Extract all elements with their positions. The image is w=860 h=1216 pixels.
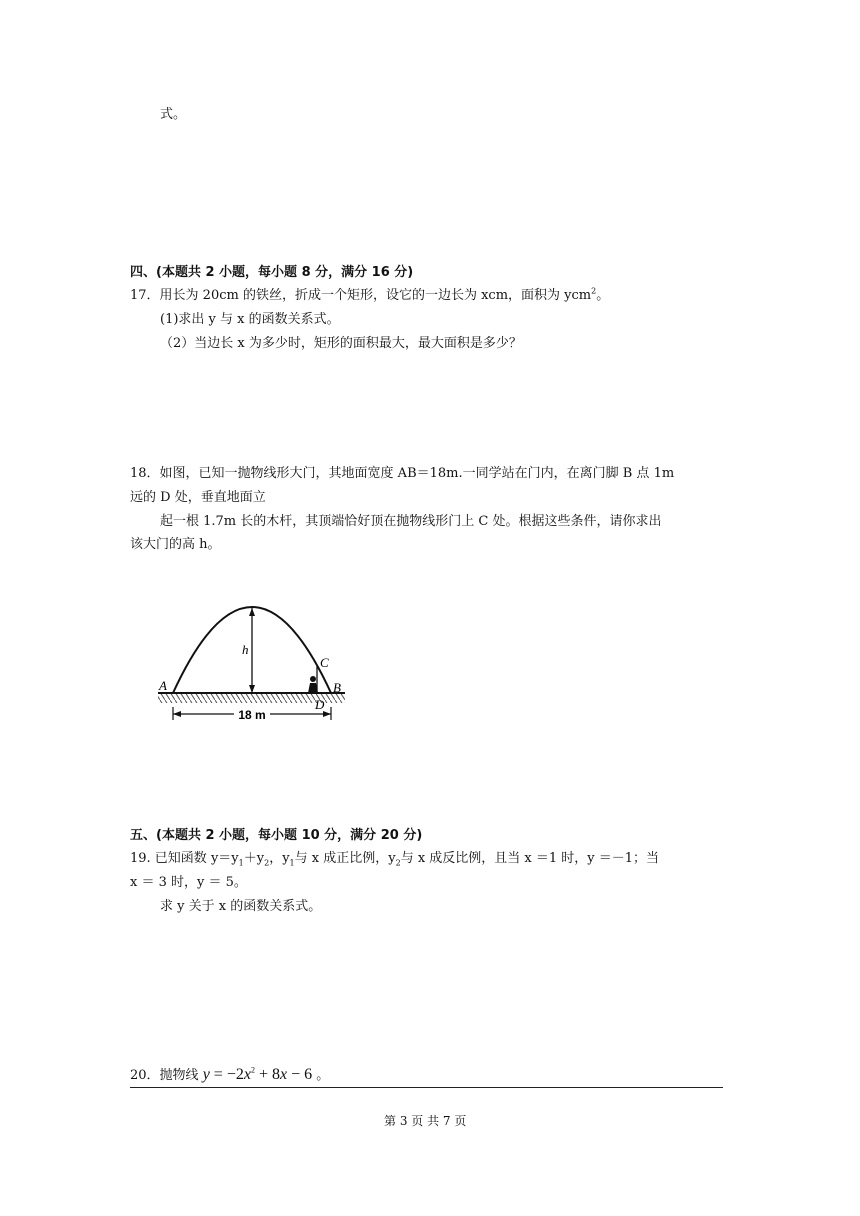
parabolic-gate-figure (150, 596, 350, 736)
question-20 (130, 1066, 329, 1085)
label-d: D (315, 697, 325, 712)
q19-text-4: 与 x 成正比例，y (294, 851, 396, 866)
question-19-line-3: 求 y 关于 x 的函数关系式。 (160, 899, 322, 914)
section-4-heading: 四、(本题共 2 小题，每小题 8 分，满分 16 分) (130, 265, 414, 280)
question-18-line-4: 该大门的高 h。 (130, 537, 221, 552)
q19-text-3: ，y (269, 851, 290, 866)
question-18-line-1: 18．如图，已知一抛物线形大门，其地面宽度 AB＝18m.一同学站在门内，在离门脚 B 点 1m (130, 466, 675, 481)
span-arrow-left (173, 711, 181, 717)
span-label: 18 m (238, 708, 266, 722)
footer-rule (130, 1087, 723, 1088)
question-18-line-2: 远的 D 处，垂直地面立 (130, 490, 266, 505)
eq-x-2: x (279, 1066, 288, 1083)
eq-part-b: = −2 (209, 1066, 244, 1083)
section-5-heading: 五、(本题共 2 小题，每小题 10 分，满分 20 分) (130, 828, 423, 843)
q19-text-1: 19. 已知函数 y＝y (130, 851, 239, 866)
q17-stem-text: 17．用长为 20cm 的铁丝，折成一个矩形，设它的一边长为 xcm，面积为 ycm (130, 288, 592, 303)
question-17-part-2: （2）当边长 x 为多少时，矩形的面积最大，最大面积是多少？ (160, 336, 522, 351)
label-h: h (242, 642, 249, 657)
page-footer: 第 3 页 共 7 页 (384, 1114, 467, 1128)
question-18-line-3: 起一根 1.7m 长的木杆，其顶端恰好顶在抛物线形门上 C 处。根据这些条件，请你求出 (160, 514, 662, 529)
q20-label: 20．抛物线 (130, 1068, 199, 1083)
question-17-stem (130, 287, 609, 305)
q19-text-2: ＋y (243, 851, 265, 866)
previous-question-tail: 式。 (160, 107, 187, 122)
label-c: C (320, 655, 329, 670)
eq-sup: 2 (250, 1065, 255, 1075)
label-b: B (333, 680, 341, 695)
question-19-line-1 (130, 850, 659, 868)
q20-end: 。 (316, 1068, 330, 1083)
question-19-line-2: x ＝ 3 时，y ＝ 5。 (130, 875, 247, 890)
q17-stem-end: 。 (596, 288, 610, 303)
height-arrow-top (249, 608, 255, 616)
eq-y: y (202, 1066, 210, 1083)
eq-x: x (243, 1066, 251, 1083)
eq-part-d: + 8 (254, 1066, 280, 1083)
question-17-part-1: (1)求出 y 与 x 的函数关系式。 (160, 312, 340, 327)
q19-text-5: 与 x 成反比例，且当 x ＝1 时，y ＝－1；当 (400, 851, 660, 866)
q19-sub-2: 2 (264, 858, 270, 868)
q17-stem-superscript: 2 (591, 286, 597, 296)
eq-part-f: − 6 (287, 1066, 313, 1083)
q20-equation (203, 1066, 312, 1083)
q19-sub-3: 1 (289, 858, 295, 868)
q19-sub-4: 2 (395, 858, 401, 868)
label-a: A (159, 678, 167, 693)
q19-sub-1: 1 (238, 858, 244, 868)
height-arrow-bottom (249, 685, 255, 693)
